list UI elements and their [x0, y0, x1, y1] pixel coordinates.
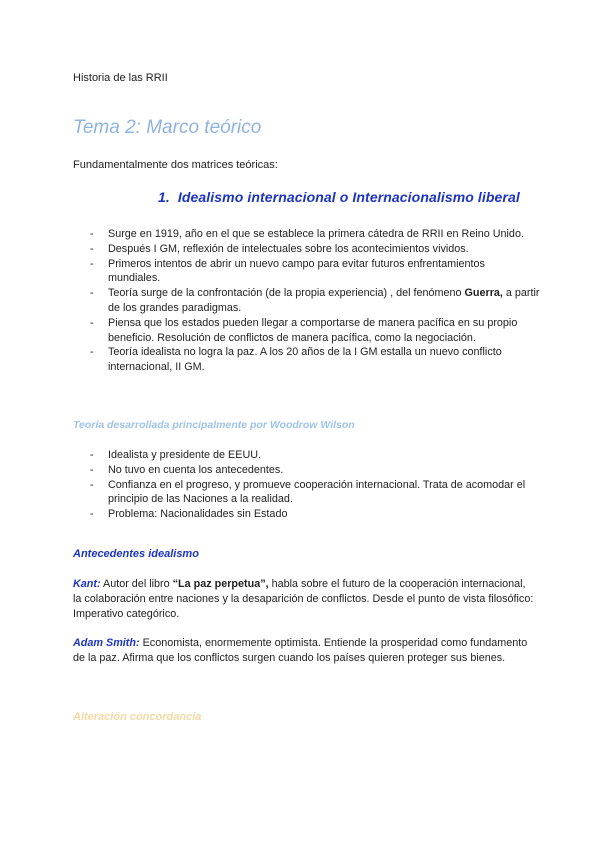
author-name-smith: Adam Smith:	[73, 637, 140, 649]
book-title: “La paz perpetua”,	[172, 578, 269, 590]
subheading-alteracion: Alteración concordancia	[73, 711, 202, 723]
section-heading-idealismo	[158, 189, 520, 205]
list-item: - Primeros intentos de abrir un nuevo campo para evitar futuros enfrentamientos mundiales.	[90, 257, 540, 287]
author-name-kant: Kant:	[73, 578, 101, 590]
wilson-bullet-list	[90, 448, 540, 522]
intro-text: Fundamentalmente dos matrices teóricas:	[73, 159, 278, 171]
paragraph-kant: Kant: Autor del libro “La paz perpetua”, habla sobre el futuro de la cooperación internacional, la colaboración entre naciones y la desaparición de conflictos. Desde el punto de vista filosófico: Imperativo categórico.	[73, 578, 534, 620]
section-heading-text: Idealismo internacional o Internacionalismo liberal	[177, 189, 520, 205]
list-item: - No tuvo en cuenta los antecedentes.	[90, 463, 540, 478]
idealismo-bullet-list	[90, 227, 540, 375]
document-header: Historia de las RRII	[73, 72, 168, 84]
paragraph-adam-smith: Adam Smith: Economista, enormemente optimista. Entiende la prosperidad como fundamento de la paz. Afirma que los conflictos surgen cuando los países quieren proteger sus bienes.	[73, 637, 528, 664]
list-item: - Piensa que los estados pueden llegar a comportarse de manera pacífica en su propio beneficio. Resolución de conflictos de manera pacífica, como la negociación.	[90, 316, 540, 346]
bold-term-guerra: Guerra,	[464, 287, 503, 300]
list-item: - Teoría surge de la confrontación (de la propia experiencia) , del fenómeno Guerra, a partir de los grandes paradigmas.	[90, 286, 540, 316]
list-item: - Confianza en el progreso, y promueve cooperación internacional. Trata de acomodar el principio de las Naciones a la realidad.	[90, 478, 540, 508]
subheading-wilson: Teoría desarrollada principalmente por Woodrow Wilson	[73, 419, 355, 431]
list-item: - Teoría idealista no logra la paz. A los 20 años de la I GM estalla un nuevo conflicto internacional, II GM.	[90, 345, 540, 375]
page-title: Tema 2: Marco teórico	[73, 117, 262, 138]
section-number: 1.	[158, 189, 170, 205]
list-item: - Después I GM, reflexión de intelectuales sobre los acontecimientos vividos.	[90, 242, 540, 257]
list-item: - Problema: Nacionalidades sin Estado	[90, 507, 540, 522]
list-item: - Surge en 1919, año en el que se establece la primera cátedra de RRII en Reino Unido.	[90, 227, 540, 242]
list-item: - Idealista y presidente de EEUU.	[90, 448, 540, 463]
subheading-antecedentes: Antecedentes idealismo	[73, 548, 199, 560]
